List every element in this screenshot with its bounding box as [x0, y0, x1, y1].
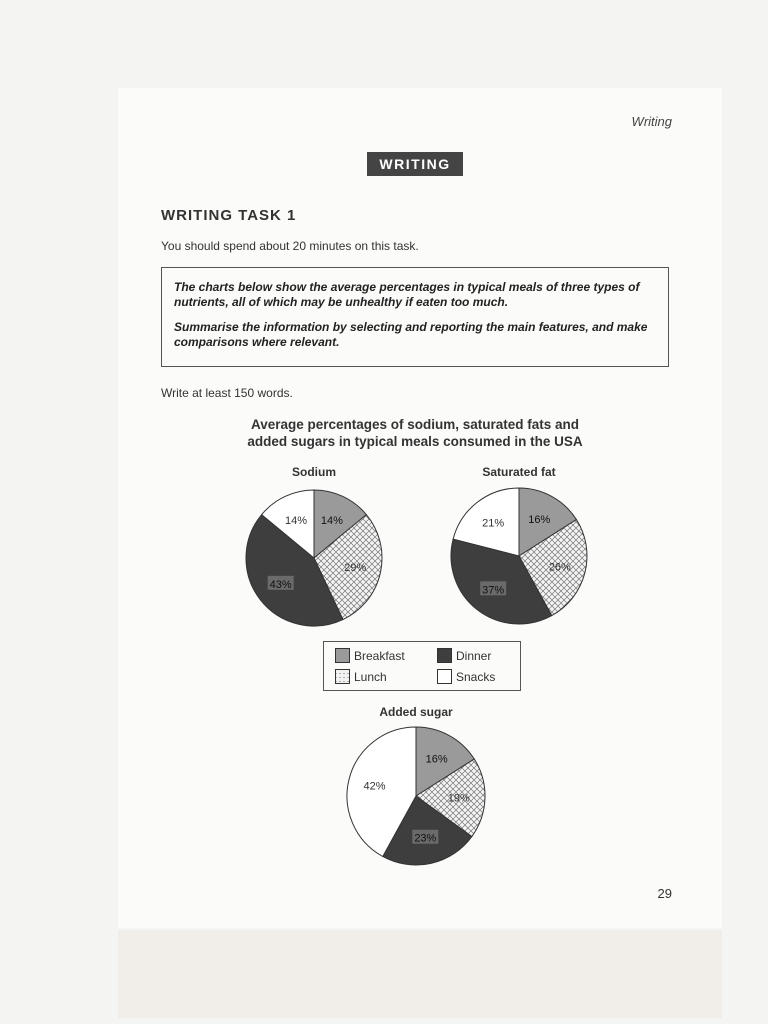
pie-chart-saturated-fat [451, 465, 587, 624]
pie-title-added-sugar: Added sugar [379, 705, 453, 719]
pie-label-dinner: 37% [482, 584, 505, 597]
pie-label-snacks: 42% [363, 780, 386, 793]
dinner-swatch [437, 648, 452, 663]
pie-chart-added-sugar [347, 705, 485, 865]
pie-label-lunch: 26% [548, 561, 571, 574]
writing-banner: WRITING [367, 152, 463, 176]
page-number: 29 [657, 886, 672, 901]
section-header: Writing [631, 114, 672, 129]
legend-item-lunch [335, 669, 387, 684]
pie-chart-sodium [246, 465, 382, 626]
breakfast-swatch [335, 648, 350, 663]
pie-label-lunch: 19% [447, 792, 470, 805]
legend-item-snacks [437, 669, 495, 684]
chart-title-line-1: Average percentages of sodium, saturated fats and [250, 417, 580, 432]
legend-label-dinner: Dinner [456, 648, 492, 663]
task-title: WRITING TASK 1 [161, 207, 297, 224]
legend-item-breakfast [335, 648, 405, 663]
legend-label-snacks: Snacks [456, 669, 496, 684]
pie-label-snacks: 14% [285, 514, 308, 527]
pie-label-dinner: 43% [269, 578, 292, 591]
legend-item-dinner [437, 648, 491, 663]
lunch-swatch [335, 669, 350, 684]
word-count-instruction: Write at least 150 words. [161, 386, 293, 400]
chart-legend [323, 641, 521, 691]
chart-title-line-2: added sugars in typical meals consumed in the USA [247, 434, 583, 449]
pie-title-saturated-fat: Saturated fat [482, 465, 556, 479]
pie-label-breakfast: 16% [425, 753, 448, 766]
pie-label-snacks: 21% [482, 517, 505, 530]
time-instruction: You should spend about 20 minutes on this task. [161, 239, 419, 253]
pie-label-lunch: 29% [344, 562, 367, 575]
pie-title-sodium: Sodium [292, 465, 336, 479]
pie-label-breakfast: 16% [528, 514, 551, 527]
legend-label-lunch: Lunch [354, 669, 387, 684]
snacks-swatch [437, 669, 452, 684]
pie-label-dinner: 23% [414, 832, 437, 845]
task-prompt-description: The charts below show the average percentages in typical meals of three types of nutrients, all of which may be unhealthy if eaten too much. [174, 280, 640, 309]
task-prompt-instruction: Summarise the information by selecting and reporting the main features, and make comparisons where relevant. [174, 320, 648, 349]
pie-label-breakfast: 14% [320, 514, 343, 527]
legend-label-breakfast: Breakfast [354, 648, 405, 663]
